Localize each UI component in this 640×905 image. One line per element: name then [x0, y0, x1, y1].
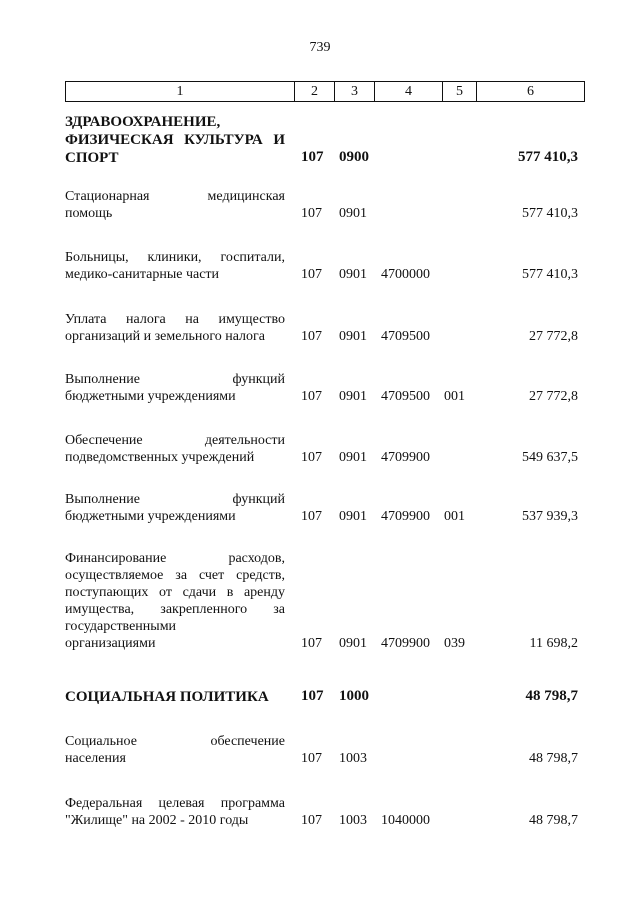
- header-col-1: 1: [66, 82, 295, 101]
- row-name-line: населения: [65, 751, 126, 766]
- expense-type-code: 001: [444, 389, 465, 404]
- ministry-code: 107: [301, 206, 322, 221]
- row-name: [65, 733, 285, 767]
- row-name-line: имущества, закрепленного за: [65, 602, 285, 617]
- article-code: 4700000: [381, 267, 430, 282]
- section-code: 0901: [339, 329, 367, 344]
- ministry-code: 107: [301, 813, 322, 828]
- sum-value: 48 798,7: [529, 751, 578, 766]
- row-name: [65, 188, 285, 222]
- row-name-line: Финансирование расходов,: [65, 551, 285, 566]
- ministry-code: 107: [301, 688, 324, 704]
- table-header: [65, 81, 585, 102]
- row-name-line: организациями: [65, 636, 156, 651]
- sum-value: 549 637,5: [522, 450, 578, 465]
- row-name-line: Стационарная медицинская: [65, 189, 285, 204]
- ministry-code: 107: [301, 636, 322, 651]
- row-name-line: СПОРТ: [65, 150, 119, 166]
- row-name-line: осуществляемое за счет средств,: [65, 568, 285, 583]
- row-name-line: Социальное обеспечение: [65, 734, 285, 749]
- sum-value: 48 798,7: [525, 688, 578, 704]
- row-name: [65, 432, 285, 466]
- row-name-line: медико-санитарные части: [65, 267, 220, 282]
- section-code: 0901: [339, 389, 367, 404]
- row-name-line: "Жилище" на 2002 - 2010 годы: [65, 813, 249, 828]
- article-code: 4709900: [381, 450, 430, 465]
- row-name: [65, 491, 285, 525]
- sum-value: 537 939,3: [522, 509, 578, 524]
- ministry-code: 107: [301, 329, 322, 344]
- page-number: 739: [309, 40, 331, 55]
- article-code: 4709900: [381, 636, 430, 651]
- header-col-5: 5: [443, 82, 477, 101]
- expense-type-code: 039: [444, 636, 465, 651]
- sum-value: 48 798,7: [529, 813, 578, 828]
- row-name: [65, 311, 285, 345]
- ministry-code: 107: [301, 389, 322, 404]
- section-code: 0901: [339, 450, 367, 465]
- row-name: [65, 371, 285, 405]
- row-name-line: помощь: [65, 206, 113, 221]
- row-name-line: бюджетными учреждениями: [65, 389, 236, 404]
- header-col-2: 2: [295, 82, 335, 101]
- row-name: [65, 249, 285, 283]
- article-code: 4709500: [381, 389, 430, 404]
- row-name: [65, 113, 285, 167]
- row-name: [65, 688, 285, 706]
- row-name-line: Выполнение функций: [65, 492, 285, 507]
- ministry-code: 107: [301, 450, 322, 465]
- sum-value: 577 410,3: [522, 267, 578, 282]
- section-code: 0900: [339, 149, 369, 165]
- section-code: 0901: [339, 267, 367, 282]
- article-code: 1040000: [381, 813, 430, 828]
- row-name-line: поступающих от сдачи в аренду: [65, 585, 285, 600]
- sum-value: 27 772,8: [529, 329, 578, 344]
- section-code: 1000: [339, 688, 369, 704]
- article-code: 4709500: [381, 329, 430, 344]
- row-name: [65, 795, 285, 829]
- row-name-line: ФИЗИЧЕСКАЯ КУЛЬТУРА И: [65, 132, 285, 148]
- header-col-4: 4: [375, 82, 443, 101]
- section-code: 1003: [339, 751, 367, 766]
- sum-value: 11 698,2: [529, 636, 578, 651]
- section-code: 0901: [339, 509, 367, 524]
- article-code: 4709900: [381, 509, 430, 524]
- section-code: 0901: [339, 206, 367, 221]
- row-name-line: Выполнение функций: [65, 372, 285, 387]
- header-col-3: 3: [335, 82, 375, 101]
- expense-type-code: 001: [444, 509, 465, 524]
- header-col-6: 6: [527, 84, 534, 99]
- row-name-line: бюджетными учреждениями: [65, 509, 236, 524]
- sum-value: 577 410,3: [522, 206, 578, 221]
- row-name-line: Уплата налога на имущество: [65, 312, 285, 327]
- sum-value: 27 772,8: [529, 389, 578, 404]
- row-name-line: ЗДРАВООХРАНЕНИЕ,: [65, 114, 221, 130]
- row-name: [65, 550, 285, 652]
- row-name-line: Больницы, клиники, госпитали,: [65, 250, 285, 265]
- ministry-code: 107: [301, 149, 324, 165]
- ministry-code: 107: [301, 509, 322, 524]
- section-code: 0901: [339, 636, 367, 651]
- row-name-line: СОЦИАЛЬНАЯ ПОЛИТИКА: [65, 689, 269, 705]
- row-name-line: Обеспечение деятельности: [65, 433, 285, 448]
- section-code: 1003: [339, 813, 367, 828]
- row-name-line: организаций и земельного налога: [65, 329, 265, 344]
- row-name-line: Федеральная целевая программа: [65, 796, 285, 811]
- sum-value: 577 410,3: [518, 149, 578, 165]
- row-name-line: государственными: [65, 619, 177, 634]
- ministry-code: 107: [301, 751, 322, 766]
- row-name-line: подведомственных учреждений: [65, 450, 255, 465]
- ministry-code: 107: [301, 267, 322, 282]
